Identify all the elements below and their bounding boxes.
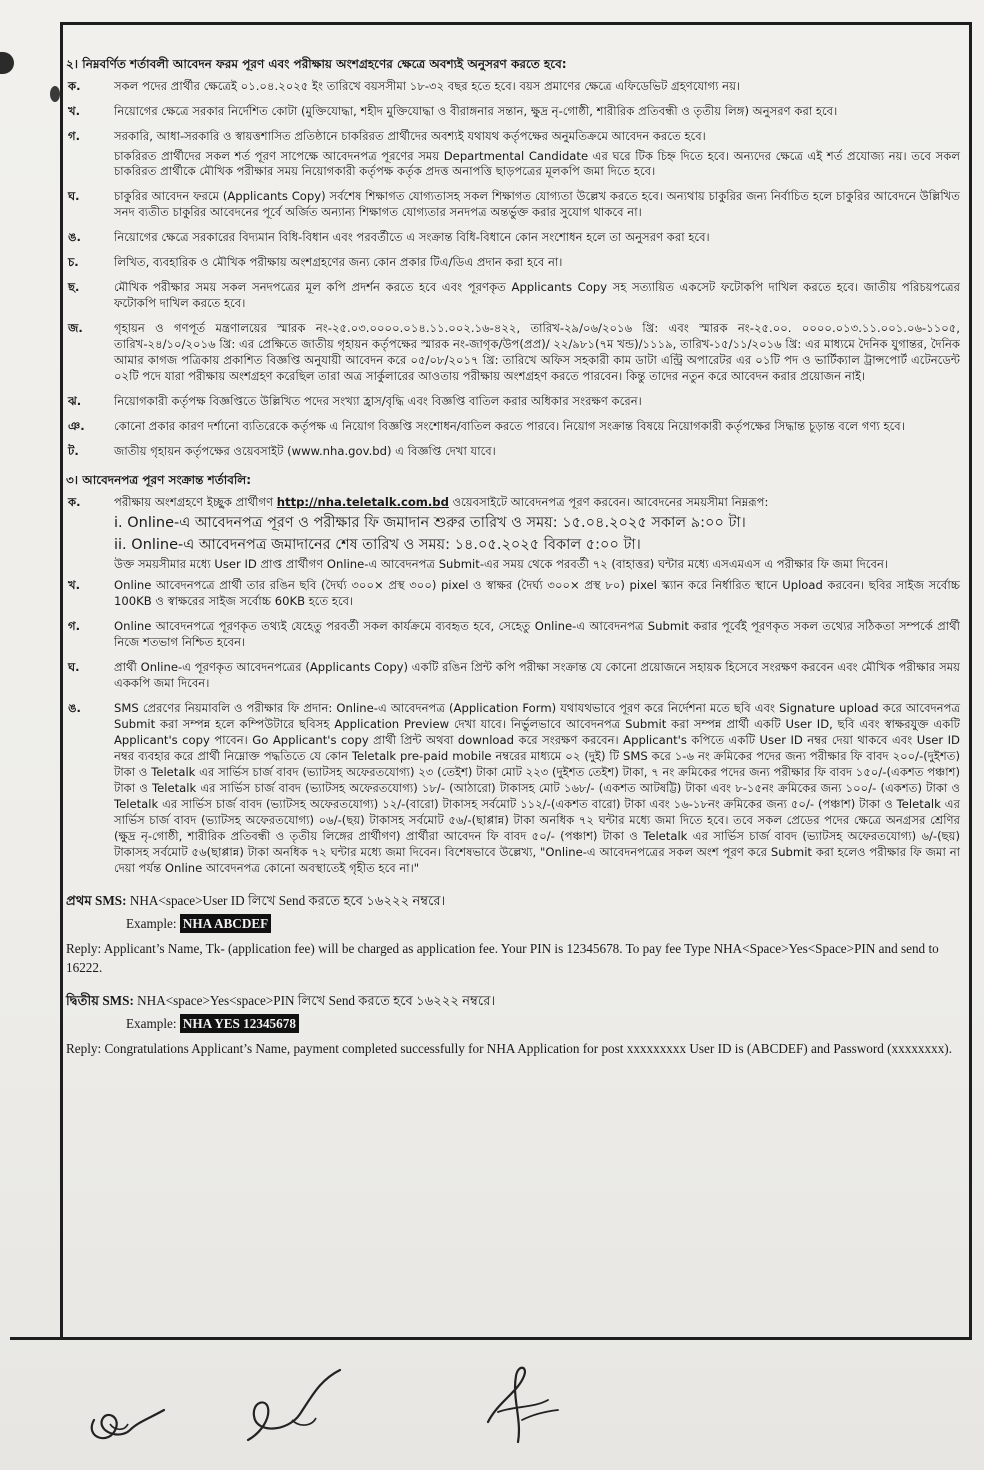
item-marker: ক.: [68, 78, 81, 93]
first-example-code: NHA ABCDEF: [180, 914, 271, 933]
list-item: [66, 619, 960, 655]
first-sms-example: [66, 914, 960, 933]
list-item: [66, 79, 960, 99]
item-text-block: [114, 129, 960, 185]
item-marker: গ.: [68, 618, 81, 633]
section-2-list: [66, 79, 960, 465]
item-text: মৌখিক পরীক্ষার সময় সকল সনদপত্রের মূল কপি প্রদর্শন করতে হবে এবং পূরণকৃত Applicants Copy সহ সত্যায়িত একসেট ফটোকপি দাখিল করতে হবে। জাতীয় পরিচয়পত্রের ফটোকপি দাখিল করতে হবে।: [114, 280, 960, 311]
item-text-continued: চাকরিরত প্রার্থীদের সকল শর্ত পূরণ সাপেক্ষে আবেদনপত্র পূরণের সময় Departmental Candidate এর ঘরে টিক চিহ্ন দিতে হবে। অন্যদের ক্ষেত্রে এই শর্ত প্রযোজ্য নয়। তবে সকল চাকরিরত প্রার্থীকে মৌখিক পরীক্ষার সময় নিয়োগকারী কর্তৃপক্ষ কর্তৃক প্রদত্ত অনাপত্তি ছাড়পত্রের মূলকপি জমা দিতে হবে।: [114, 148, 960, 179]
item-text-block: [114, 394, 960, 414]
item-text: [114, 495, 960, 573]
signature-mark-1: [80, 1380, 170, 1450]
second-example-code: NHA YES 12345678: [180, 1014, 299, 1033]
item-text: নিয়োগের ক্ষেত্রে সরকারের বিদ্যমান বিধি-বিধান এবং পরবর্তীতে এ সংক্রান্ত বিধি-বিধানে কোন সংশোধন হলে তা অনুসরণ করা হবে।: [114, 230, 710, 245]
second-sms-text: NHA<space>Yes<space>PIN লিখে Send করতে হবে ১৬২২২ নম্বরে।: [137, 993, 496, 1009]
item-marker: ঙ.: [68, 700, 81, 715]
item-text: প্রার্থী Online-এ পূরণকৃত আবেদনপত্রের (Applicants Copy) একটি রঙিন প্রিন্ট কপি পরীক্ষা সংক্রান্ত যে কোনো প্রয়োজনে সহায়ক হিসেবে সংরক্ষণ করবেন এবং মৌখিক পরীক্ষার সময় এককপি জমা দিবেন।: [114, 659, 960, 690]
second-sms-reply: Reply: Congratulations Applicant’s Name, payment completed successfully for NHA Application for post xxxxxxxxx User ID is (ABCDEF) and Password (xxxxxxxx).: [66, 1041, 953, 1057]
list-item: [66, 419, 960, 439]
item-text-block: [114, 444, 960, 464]
item-marker: ঘ.: [68, 189, 80, 204]
item-marker: ট.: [68, 444, 79, 459]
list-item: [66, 189, 960, 225]
list-item: [66, 701, 960, 881]
item-marker: খ.: [68, 577, 81, 592]
item-text: নিয়োগের ক্ষেত্রে সরকার নির্দেশিত কোটা (মুক্তিযোদ্ধা, শহীদ মুক্তিযোদ্ধা ও বীরাঙ্গনার সন্তান, ক্ষুদ্র নৃ-গোষ্ঠী, শারীরিক প্রতিবন্ধী ও তৃতীয় লিঙ্গ) অনুসরণ করা হবে।: [114, 103, 838, 118]
example-label: Example:: [126, 1016, 177, 1032]
item-text-block: [114, 79, 960, 99]
item-text-block: [114, 321, 960, 389]
first-sms-label: প্রথম SMS:: [66, 892, 127, 908]
item-text: গৃহায়ন ও গণপূর্ত মন্ত্রণালয়ের স্মারক নং-২৫.০৩.০০০০.০১৪.১১.০০২.১৬-৪২২, তারিখ-২৯/০৬/২০১৬ খ্রি: এবং স্মারক নং-২৫.০০. ০০০০.০১৩.১১.০০১.০৬-১১০৫, তারিখ-২৪/১০/২০১৬ খ্রি: এর প্রেক্ষিতে জাতীয় গৃহায়ন কর্তৃপক্ষের স্মারক নং-জাগৃক/উপ(প্রপ্র)/ ২২/৯৮১(৭ম খন্ড)/১১১৯, তারিখ-১৫/১১/২০১৬ খ্রি: এর মাধ্যমে দৈনিক যুগান্তর, দৈনিক আমার কাগজ পত্রিকায় প্রকাশিত বিজ্ঞপ্তি অনুযায়ী আবেদন করে ০৫/০৮/২০১৭ খ্রি: তারিখে অফিস সহকারী কাম ডাটা এন্ট্রি অপারেটর এর ০১টি পদ ও ভার্টিক্যাল ট্রান্সপোর্ট এটেনডেন্ট ০২টি পদে যারা পরীক্ষায় অংশগ্রহণ করেছিল তারা অত্র সার্কুলারের আওতায় পরীক্ষায় অংশগ্রহণ করতে পারবেন। কিন্তু তাদের নতুন করে আবেদন করার প্রয়োজন নাই।: [114, 321, 960, 384]
second-sms-line: [66, 991, 960, 1010]
section-3-heading: ৩। আবেদনপত্র পূরণ সংক্রান্ত শর্তাবলি:: [66, 473, 252, 488]
intro-text: পরীক্ষায় অংশগ্রহণে ইচ্ছুক প্রার্থীগণ: [114, 494, 274, 509]
item-marker: গ.: [68, 128, 81, 143]
timeline-start: i. Online-এ আবেদনপত্র পূরণ ও পরীক্ষার ফি জমাদান শুরুর তারিখ ও সময়: ১৫.০৪.২০২৫ সকাল ৯:০০ টা।: [114, 514, 746, 531]
first-sms-text: NHA<space>User ID লিখে Send করতে হবে ১৬২২২ নম্বরে।: [129, 892, 446, 908]
item-text-block: [114, 189, 960, 225]
item-text: Online আবেদনপত্রে পূরণকৃত তথ্যই যেহেতু পরবর্তী সকল কার্যক্রমে ব্যবহৃত হবে, সেহেতু Online-এ আবেদনপত্র Submit করার পূর্বেই পূরণকৃত সকল তথ্যের সঠিকতা সম্পর্কে প্রার্থী নিজে শতভাগ নিশ্চিত হবেন।: [114, 618, 960, 649]
item-text-block: [114, 619, 960, 655]
second-sms-label: দ্বিতীয় SMS:: [66, 993, 134, 1009]
item-text: সকল পদের প্রার্থীর ক্ষেত্রেই ০১.০৪.২০২৫ ইং তারিখে বয়সসীমা ১৮-৩২ বছর হতে হবে। বয়স প্রমাণের ক্ষেত্রে এফিডেভিট গ্রহণযোগ্য নয়।: [114, 78, 741, 93]
sms-instructions: [66, 891, 960, 1059]
list-item: [66, 280, 960, 316]
item-marker: ঞ.: [68, 419, 85, 434]
item-text: কোনো প্রকার কারণ দর্শানো ব্যতিরেকে কর্তৃপক্ষ এ নিয়োগ বিজ্ঞপ্তি সংশোধন/বাতিল করতে পারবে। নিয়োগ সংক্রান্ত বিষয়ে নিয়োগকারী কর্তৃপক্ষের সিদ্ধান্ত চূড়ান্ত বলে গণ্য হবে।: [114, 419, 905, 434]
item-text: Online আবেদনপত্রে প্রার্থী তার রঙিন ছবি (দৈর্ঘ্য ৩০০× প্রস্থ ৩০০) pixel ও স্বাক্ষর (দৈর্ঘ্য ৩০০× প্রস্থ ৮০) pixel স্ক্যান করে নির্ধারিত স্থানে Upload করবেন। ছবির সাইজ সর্বোচ্চ 100KB ও স্বাক্ষরের সাইজ সর্বোচ্চ 60KB হতে হবে।: [114, 577, 960, 608]
list-item: [66, 444, 960, 464]
item-text-block: [114, 104, 960, 124]
section-2-heading: ২। নিম্নবর্ণিত শর্তাবলী আবেদন ফরম পূরণ এবং পরীক্ষায় অংশগ্রহণের ক্ষেত্রে অবশ্যই অনুসরণ করতে হবে:: [66, 57, 567, 71]
item-marker: খ.: [68, 103, 81, 118]
item-text: চাকুরির আবেদন ফরমে (Applicants Copy) সর্বশেষ শিক্ষাগত যোগ্যতাসহ সকল শিক্ষাগত যোগ্যতা উল্লেখ করতে হবে। অন্যথায় চাকুরির জন্য নির্বাচিত হলে চাকুরির আবেদনে উল্লিখিত সনদ ব্যতীত চাকুরির আবেদনের পূর্বে অর্জিত অন্যান্য শিক্ষাগত যোগ্যতার সনদপত্র অন্তর্ভুক্ত করার সুযোগ থাকবে না।: [114, 189, 960, 220]
item-text-block: [114, 701, 960, 881]
item-marker: ঘ.: [68, 659, 80, 674]
list-item: [66, 394, 960, 414]
first-sms-reply: Reply: Applicant’s Name, Tk- (application fee) will be charged as application fee. Your PIN is 12345678. To pay fee Type NHA<Space>Yes<Space>PIN and send to 16222.: [66, 940, 939, 975]
item-marker: ক.: [68, 494, 81, 509]
item-marker: জ.: [68, 321, 83, 336]
item-text-block: [114, 660, 960, 696]
item-marker: ছ.: [68, 280, 80, 295]
list-item: [66, 660, 960, 696]
item-text-block: [114, 419, 960, 439]
list-item: [66, 230, 960, 250]
item-text: সরকারি, আধা-সরকারি ও স্বায়ত্তশাসিত প্রতিষ্ঠানে চাকরিরত প্রার্থীদের অবশ্যই যথাযথ কর্তৃপক্ষের অনুমতিক্রমে আবেদন করতে হবে।: [114, 128, 706, 143]
item-text: নিয়োগকারী কর্তৃপক্ষ বিজ্ঞপ্তিতে উল্লিখিত পদের সংখ্যা হ্রাস/বৃদ্ধি এবং বিজ্ঞপ্তি বাতিল করার অধিকার সংরক্ষণ করেন।: [114, 394, 642, 409]
application-website-link[interactable]: http://nha.teletalk.com.bd: [276, 494, 449, 509]
second-sms-example: [66, 1014, 960, 1033]
signature-mark-2: [240, 1362, 350, 1452]
example-label: Example:: [126, 915, 177, 931]
item-marker: ঙ.: [68, 230, 81, 245]
list-item: [66, 321, 960, 389]
item-text-block: [114, 578, 960, 614]
list-item: [66, 129, 960, 185]
punch-hole-mark: [0, 52, 14, 74]
list-item: [66, 104, 960, 124]
item-marker: চ.: [68, 255, 79, 270]
punch-hole-mark-small: [50, 86, 60, 102]
list-item: [66, 255, 960, 275]
item-text-block: [114, 255, 960, 275]
list-item: [66, 578, 960, 614]
document-body: [66, 54, 960, 1059]
item-text: জাতীয় গৃহায়ন কর্তৃপক্ষের ওয়েবসাইট (www.nha.gov.bd) এ বিজ্ঞপ্তি দেখা যাবে।: [114, 444, 496, 459]
first-sms-line: [66, 891, 960, 910]
item-text: লিখিত, ব্যবহারিক ও মৌখিক পরীক্ষায় অংশগ্রহণের জন্য কোন প্রকার টিএ/ডিএ প্রদান করা হবে না।: [114, 255, 563, 270]
item-text: SMS প্রেরণের নিয়মাবলি ও পরীক্ষার ফি প্রদান: Online-এ আবেদনপত্র (Application Form) যথাযথভাবে পূরণ করে নির্দেশনা মতে ছবি এবং Signature upload করে আবেদনপত্র Submit করা সম্পন্ন হলে কম্পিউটারে ছবিসহ Application Preview দেখা যাবে। নির্ভুলভাবে আবেদনপত্র Submit করা সম্পন্ন প্রার্থী একটি User ID, ছবি এবং স্বাক্ষরযুক্ত একটি Applicant's copy পাবেন। Go Applicant's copy প্রার্থী প্রিন্ট অথবা download করে সংরক্ষণ করবেন। Applicant's কপিতে একটি User ID নম্বর দেয়া থাকবে এবং User ID নম্বর ব্যবহার করে প্রার্থী নিম্নোক্ত পদ্ধতিতে যে কোন Teletalk pre-paid mobile নম্বরের মাধ্যমে ০২ (দুই) টি SMS করে ১-৬ নং ক্রমিকের পদের জন্য পরীক্ষার ফি বাবদ ২০০/-(দুইশত) টাকা ও Teletalk এর সার্ভিস চার্জ বাবদ (ভ্যাটসহ অফেরতযোগ্য) ২৩ (তেইশ) টাকা মোট ২২৩ (দুইশত তেইশ) টাকা, ৭ নং ক্রমিকের পদের জন্য পরীক্ষার ফি বাবদ ১৫০/-(একশত পঞ্চাশ) টাকা ও Teletalk এর সার্ভিস চার্জ বাবদ (ভ্যাটসহ অফেরতযোগ্য) ১৮/- (আঠারো) টাকাসহ মোট ১৬৮/- (একশত আটষট্টি) টাকা এবং ৮-১৫নং ক্রমিকের জন্য ১০০/- (একশত) টাকা ও Teletalk এর সার্ভিস চার্জ বাবদ (ভ্যাটসহ অফেরতযোগ্য) ১২/-(বারো) টাকাসহ সর্বমোট ১১২/-(একশত বারো) টাকা এবং ১৬-১৮নং ক্রমিকের জন্য ৫০/- (পঞ্চাশ) টাকা ও Teletalk এর সার্ভিস চার্জ বাবদ (ভ্যাটসহ অফেরতযোগ্য) ০৬/-(ছয়) টাকাসহ সর্বমোট ৫৬/-(ছাপ্পান্ন) টাকা অনধিক ৭২ ঘন্টার মধ্যে জমা দিতে হবে। তবে সকল প্রেডের পদের ক্ষেত্রে অনগ্রসর শ্রেণির (ক্ষুদ্র নৃ-গোষ্ঠী, শারীরিক প্রতিবন্ধী ও তৃতীয় লিঙ্গের প্রার্থীগণ) প্রার্থীরা আবেদন ফি বাবদ ৫০/- (পঞ্চাশ) টাকা ও Teletalk এর সার্ভিস চার্জ বাবদ (ভ্যাটসহ অফেরতযোগ্য) ৬/-(ছয়) টাকাসহ সর্বমোট ৫৬(ছাপ্পান্ন) টাকা অনধিক ৭২ ঘন্টার মধ্যে জমা দিবেন। বিশেষভাবে উল্লেখ্য, "Online-এ আবেদনপত্রের সকল অংশ পূরণ করে Submit করা হলেও পরীক্ষার ফি জমা না দেয়া পর্যন্ত Online আবেদনপত্র কোনো অবস্থাতেই গৃহীত হবে না।": [114, 700, 960, 875]
item-text-block: [114, 230, 960, 250]
timeline-end: ii. Online-এ আবেদনপত্র জমাদানের শেষ তারিখ ও সময়: ১৪.০৫.২০২৫ বিকাল ৫:০০ টা।: [114, 536, 641, 553]
section-3-item-ka: [66, 495, 960, 573]
item-marker: ঝ.: [68, 394, 82, 409]
intro-text-post: ওয়েবসাইটে আবেদনপত্র পূরণ করবেন। আবেদনের সময়সীমা নিম্নরূপ:: [452, 494, 769, 509]
item-text-block: [114, 280, 960, 316]
signatures-area: [0, 1362, 984, 1462]
section-3-list: [66, 578, 960, 881]
timeline-note: উক্ত সময়সীমার মধ্যে User ID প্রাপ্ত প্রার্থীগণ Online-এ আবেদনপত্র Submit-এর সময় থেকে পরবর্তী ৭২ (বাহাত্তর) ঘন্টার মধ্যে এসএমএস এ পরীক্ষার ফি জমা দিবেন।: [114, 556, 889, 571]
signature-mark-3: [478, 1362, 568, 1452]
border-extension: [10, 1337, 69, 1340]
